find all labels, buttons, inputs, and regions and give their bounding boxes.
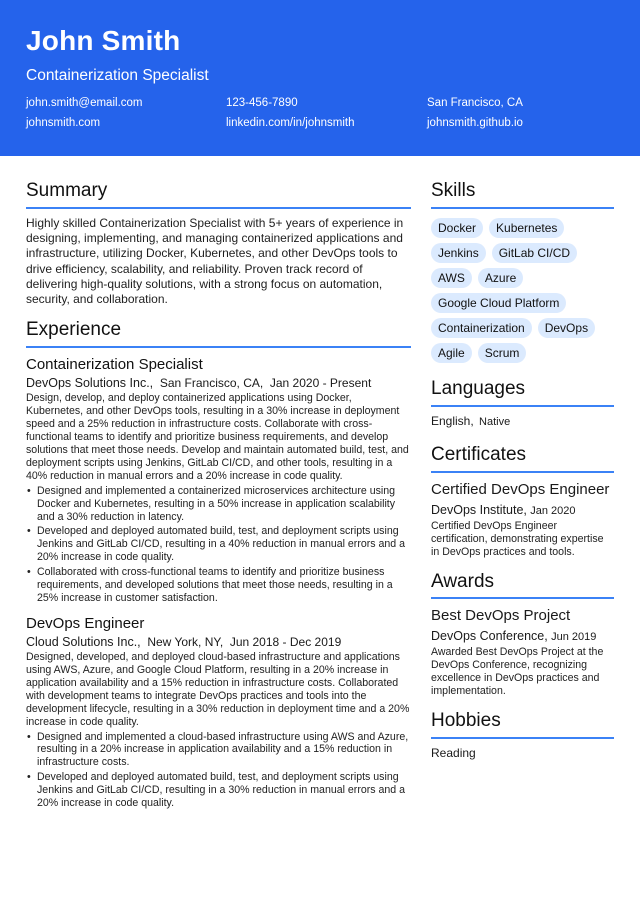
hobby-item: Reading (431, 746, 476, 761)
left-column (26, 181, 411, 812)
skill-chip: Google Cloud Platform (431, 293, 566, 313)
certificate-meta (431, 503, 614, 517)
certificates-section (431, 445, 614, 559)
job-entry (26, 615, 411, 810)
job-location: New York, NY, (147, 635, 224, 650)
award-date: Jun 2019 (551, 631, 597, 644)
phone-number: 123-456-7890 (226, 97, 298, 109)
skill-chip: DevOps (538, 318, 595, 338)
summary-text: Highly skilled Containerization Specialist with 5+ years of experience in designing, implementing, and managing containerized applications and infrastructure, utilizing Docker, Kubernetes, and other DevOps tools to drive efficiency, scalability, and reliability. Proven track record of delivering high-quality solutions, with a strong focus on automation, security, and collaboration. (26, 215, 404, 306)
certificate-item (431, 480, 614, 559)
hobbies-section (431, 711, 614, 760)
job-bullet: • Designed and implemented a cloud-based infrastructure using AWS and Azure, resulting in a 20% increase in application availability and a 15% reduction in infrastructure costs. (26, 731, 411, 770)
certificate-title: Certified DevOps Engineer (431, 480, 610, 498)
skill-chip: Azure (478, 268, 523, 288)
hobbies-heading: Hobbies (431, 711, 614, 739)
job-bullet: • Designed and implemented a containerized microservices architecture using Docker and Kubernetes, resulting in a 50% increase in application scalability and a 30% reduction in latency. (26, 485, 411, 524)
skill-chip: AWS (431, 268, 472, 288)
right-column (431, 181, 614, 760)
email-link[interactable]: john.smith@email.com (26, 97, 143, 109)
job-meta (26, 376, 411, 390)
summary-section (26, 181, 411, 307)
skill-chip: GitLab CI/CD (492, 243, 577, 263)
skill-chip: Scrum (478, 343, 527, 363)
skills-section (431, 181, 614, 363)
award-description: Awarded Best DevOps Project at the DevOps Conference, recognizing excellence in DevOps practices and implementation. (431, 646, 604, 698)
certificate-date: Jan 2020 (530, 504, 576, 517)
skill-chip: Kubernetes (489, 218, 564, 238)
awards-section (431, 572, 614, 699)
skill-chip: Containerization (431, 318, 532, 338)
candidate-name: John Smith (26, 25, 181, 56)
certificate-issuer: DevOps Institute, (431, 502, 527, 517)
language-name: English, (431, 413, 474, 428)
award-title: Best DevOps Project (431, 607, 571, 625)
awards-heading: Awards (431, 572, 614, 600)
certificates-heading: Certificates (431, 445, 614, 473)
job-company: DevOps Solutions Inc., (26, 376, 154, 391)
summary-heading: Summary (26, 181, 411, 209)
github-link[interactable]: johnsmith.github.io (427, 117, 523, 129)
website-link[interactable]: johnsmith.com (26, 117, 101, 129)
resume-header (0, 0, 640, 156)
language-level: Native (479, 415, 511, 428)
award-item (431, 606, 614, 698)
job-title: Containerization Specialist (26, 356, 203, 374)
job-description: Designed, developed, and deployed cloud-based infrastructure and applications using AWS, Azure, and Google Cloud Platform, resulting in a 20% increase in application availability and a 15% reduction in infrastructure costs. Collaborated with development teams to integrate DevOps practices and tools into the development lifecycle, resulting in a 30% reduction in deployment time and a 20% increase in code quality. (26, 651, 410, 728)
location: San Francisco, CA (427, 97, 523, 109)
languages-heading: Languages (431, 379, 614, 407)
job-bullet: • Collaborated with cross-functional teams to identify and prioritize business requirements, and developed solutions that meet those needs, resulting in a 25% increase in customer satisfaction. (26, 566, 411, 605)
job-bullets (26, 731, 411, 810)
job-location: San Francisco, CA, (159, 376, 264, 391)
job-dates: Jun 2018 - Dec 2019 (229, 635, 342, 650)
job-title: DevOps Engineer (26, 614, 145, 632)
job-company: Cloud Solutions Inc., (26, 635, 141, 650)
skills-list (431, 218, 614, 363)
job-bullet: • Developed and deployed automated build, test, and deployment scripts using Jenkins and GitLab CI/CD, resulting in a 30% reduction in manual errors and a 20% increase in code quality. (26, 771, 411, 810)
language-item (431, 414, 614, 428)
skill-chip: Agile (431, 343, 472, 363)
experience-section (26, 320, 411, 810)
award-meta (431, 629, 614, 643)
candidate-title: Containerization Specialist (26, 67, 209, 84)
languages-section (431, 379, 614, 428)
job-bullet: • Developed and deployed automated build, test, and deployment scripts using Jenkins and GitLab CI/CD, resulting in a 40% reduction in manual errors and a 20% increase in code quality. (26, 525, 411, 564)
award-issuer: DevOps Conference, (431, 629, 548, 644)
experience-heading: Experience (26, 320, 411, 348)
job-entry (26, 356, 411, 605)
linkedin-link[interactable]: linkedin.com/in/johnsmith (226, 117, 355, 129)
skill-chip: Docker (431, 218, 483, 238)
certificate-description: Certified DevOps Engineer certification, demonstrating expertise in DevOps practices and tools. (431, 519, 604, 558)
job-description: Design, develop, and deploy containerized applications using Docker, Kubernetes, and other DevOps tools, resulting in a 30% increase in deployment speed and a 25% reduction in infrastructure costs. Collaborate with cross-functional teams to identify and prioritize business requirements, and develop solutions that meet those needs. Develop and maintain automated build, test, and deployment scripts using Jenkins, GitLab CI/CD, and other tools, resulting in a 40% reduction in manual errors and a 20% increase in code quality. (26, 392, 409, 482)
job-bullets (26, 485, 411, 605)
job-meta (26, 635, 411, 649)
skill-chip: Jenkins (431, 243, 486, 263)
skills-heading: Skills (431, 181, 614, 209)
job-dates: Jan 2020 - Present (269, 376, 372, 391)
